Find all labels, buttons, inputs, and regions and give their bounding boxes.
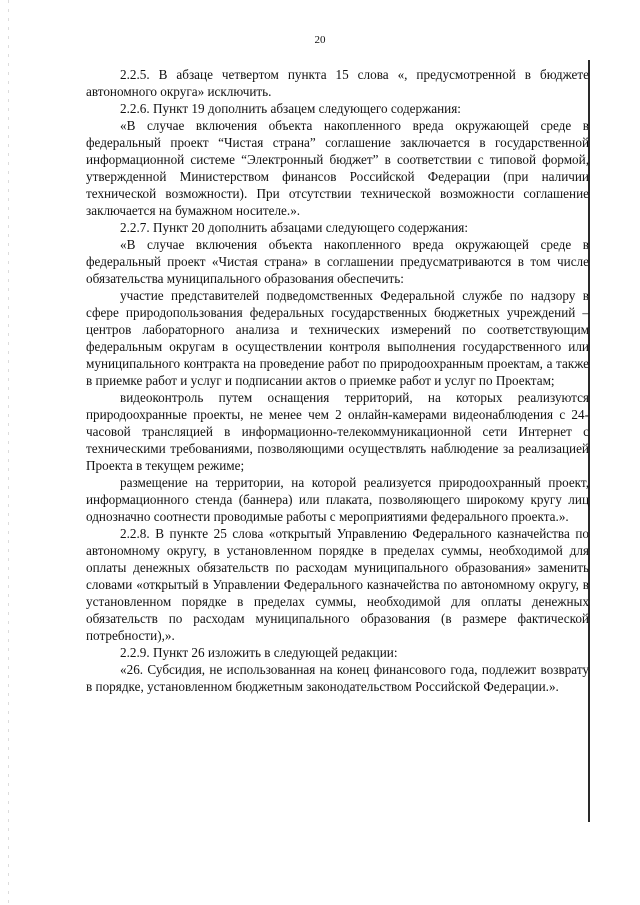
paragraph-2-2-5: 2.2.5. В абзаце четвертом пункта 15 слова «, предусмотренной в бюджете автономного округа» исключить. bbox=[86, 67, 589, 99]
page-number: 20 bbox=[314, 34, 326, 46]
scan-edge-artifact bbox=[8, 0, 9, 905]
paragraph-2-2-6-quote: «В случае включения объекта накопленного вреда окружающей среде в федеральный проект “Чистая страна” соглашение заключается в государственной информационной системе “Электронный бюджет” в соответствии с типовой формой, утвержденной Министерством финансов Российской Федерации (при наличии технической возможности). При отсутствии технической возможности соглашение заключается на бумажном носителе.». bbox=[86, 118, 589, 218]
paragraph-2-2-7: 2.2.7. Пункт 20 дополнить абзацами следующего содержания: bbox=[120, 220, 468, 235]
paragraph-2-2-9-quote: «26. Субсидия, не использованная на конец финансового года, подлежит возврату в порядке, установленном бюджетным законодательством Российской Федерации.». bbox=[86, 662, 589, 694]
paragraph-2-2-9: 2.2.9. Пункт 26 изложить в следующей редакции: bbox=[120, 645, 398, 660]
paragraph-2-2-7-quote: «В случае включения объекта накопленного вреда окружающей среде в федеральный проект «Чистая страна» в соглашении предусматриваются в том числе обязательства муниципального образования обеспечить: bbox=[86, 237, 589, 286]
paragraph-2-2-8: 2.2.8. В пункте 25 слова «открытый Управлению Федерального казначейства по автономному округу, в установленном порядке в пределах суммы, необходимой для оплаты денежных обязательств по расходам муниципального образования» заменить словами «открытый в Управлении Федерального казначейства по автономному округу, в установленном порядке в пределах суммы, необходимой для оплаты денежных обязательств по расходам муниципального образования (в размере фактической потребности),». bbox=[86, 526, 589, 643]
paragraph-info-stand: размещение на территории, на которой реализуется природоохранный проект, информационного стенда (баннера) или плаката, позволяющего широкому кругу лиц однозначно соотнести проводимые работы с мероприятиями федерального проекта.». bbox=[86, 475, 589, 524]
paragraph-video-control: видеоконтроль путем оснащения территорий, на которых реализуются природоохранные проекты, не менее чем 2 онлайн-камерами видеонаблюдения с 24-часовой трансляцией в информационно-телекоммуникационной сети Интернет с техническими требованиями, позволяющими осуществлять наблюдение за реализацией Проекта в текущем режиме; bbox=[86, 390, 589, 473]
paragraph-participation: участие представителей подведомственных Федеральной службе по надзору в сфере природопользования федеральных государственных бюджетных учреждений – центров лабораторного анализа и технических измерений по соответствующим федеральным округам в осуществлении контроля выполнения государственного или муниципального контракта на проведение работ по природоохранным проектам, а также в приемке работ и услуг и подписании актов о приемке работ и услуг по Проектам; bbox=[86, 288, 589, 388]
paragraph-2-2-6: 2.2.6. Пункт 19 дополнить абзацем следующего содержания: bbox=[120, 101, 461, 116]
document-body bbox=[86, 66, 589, 695]
